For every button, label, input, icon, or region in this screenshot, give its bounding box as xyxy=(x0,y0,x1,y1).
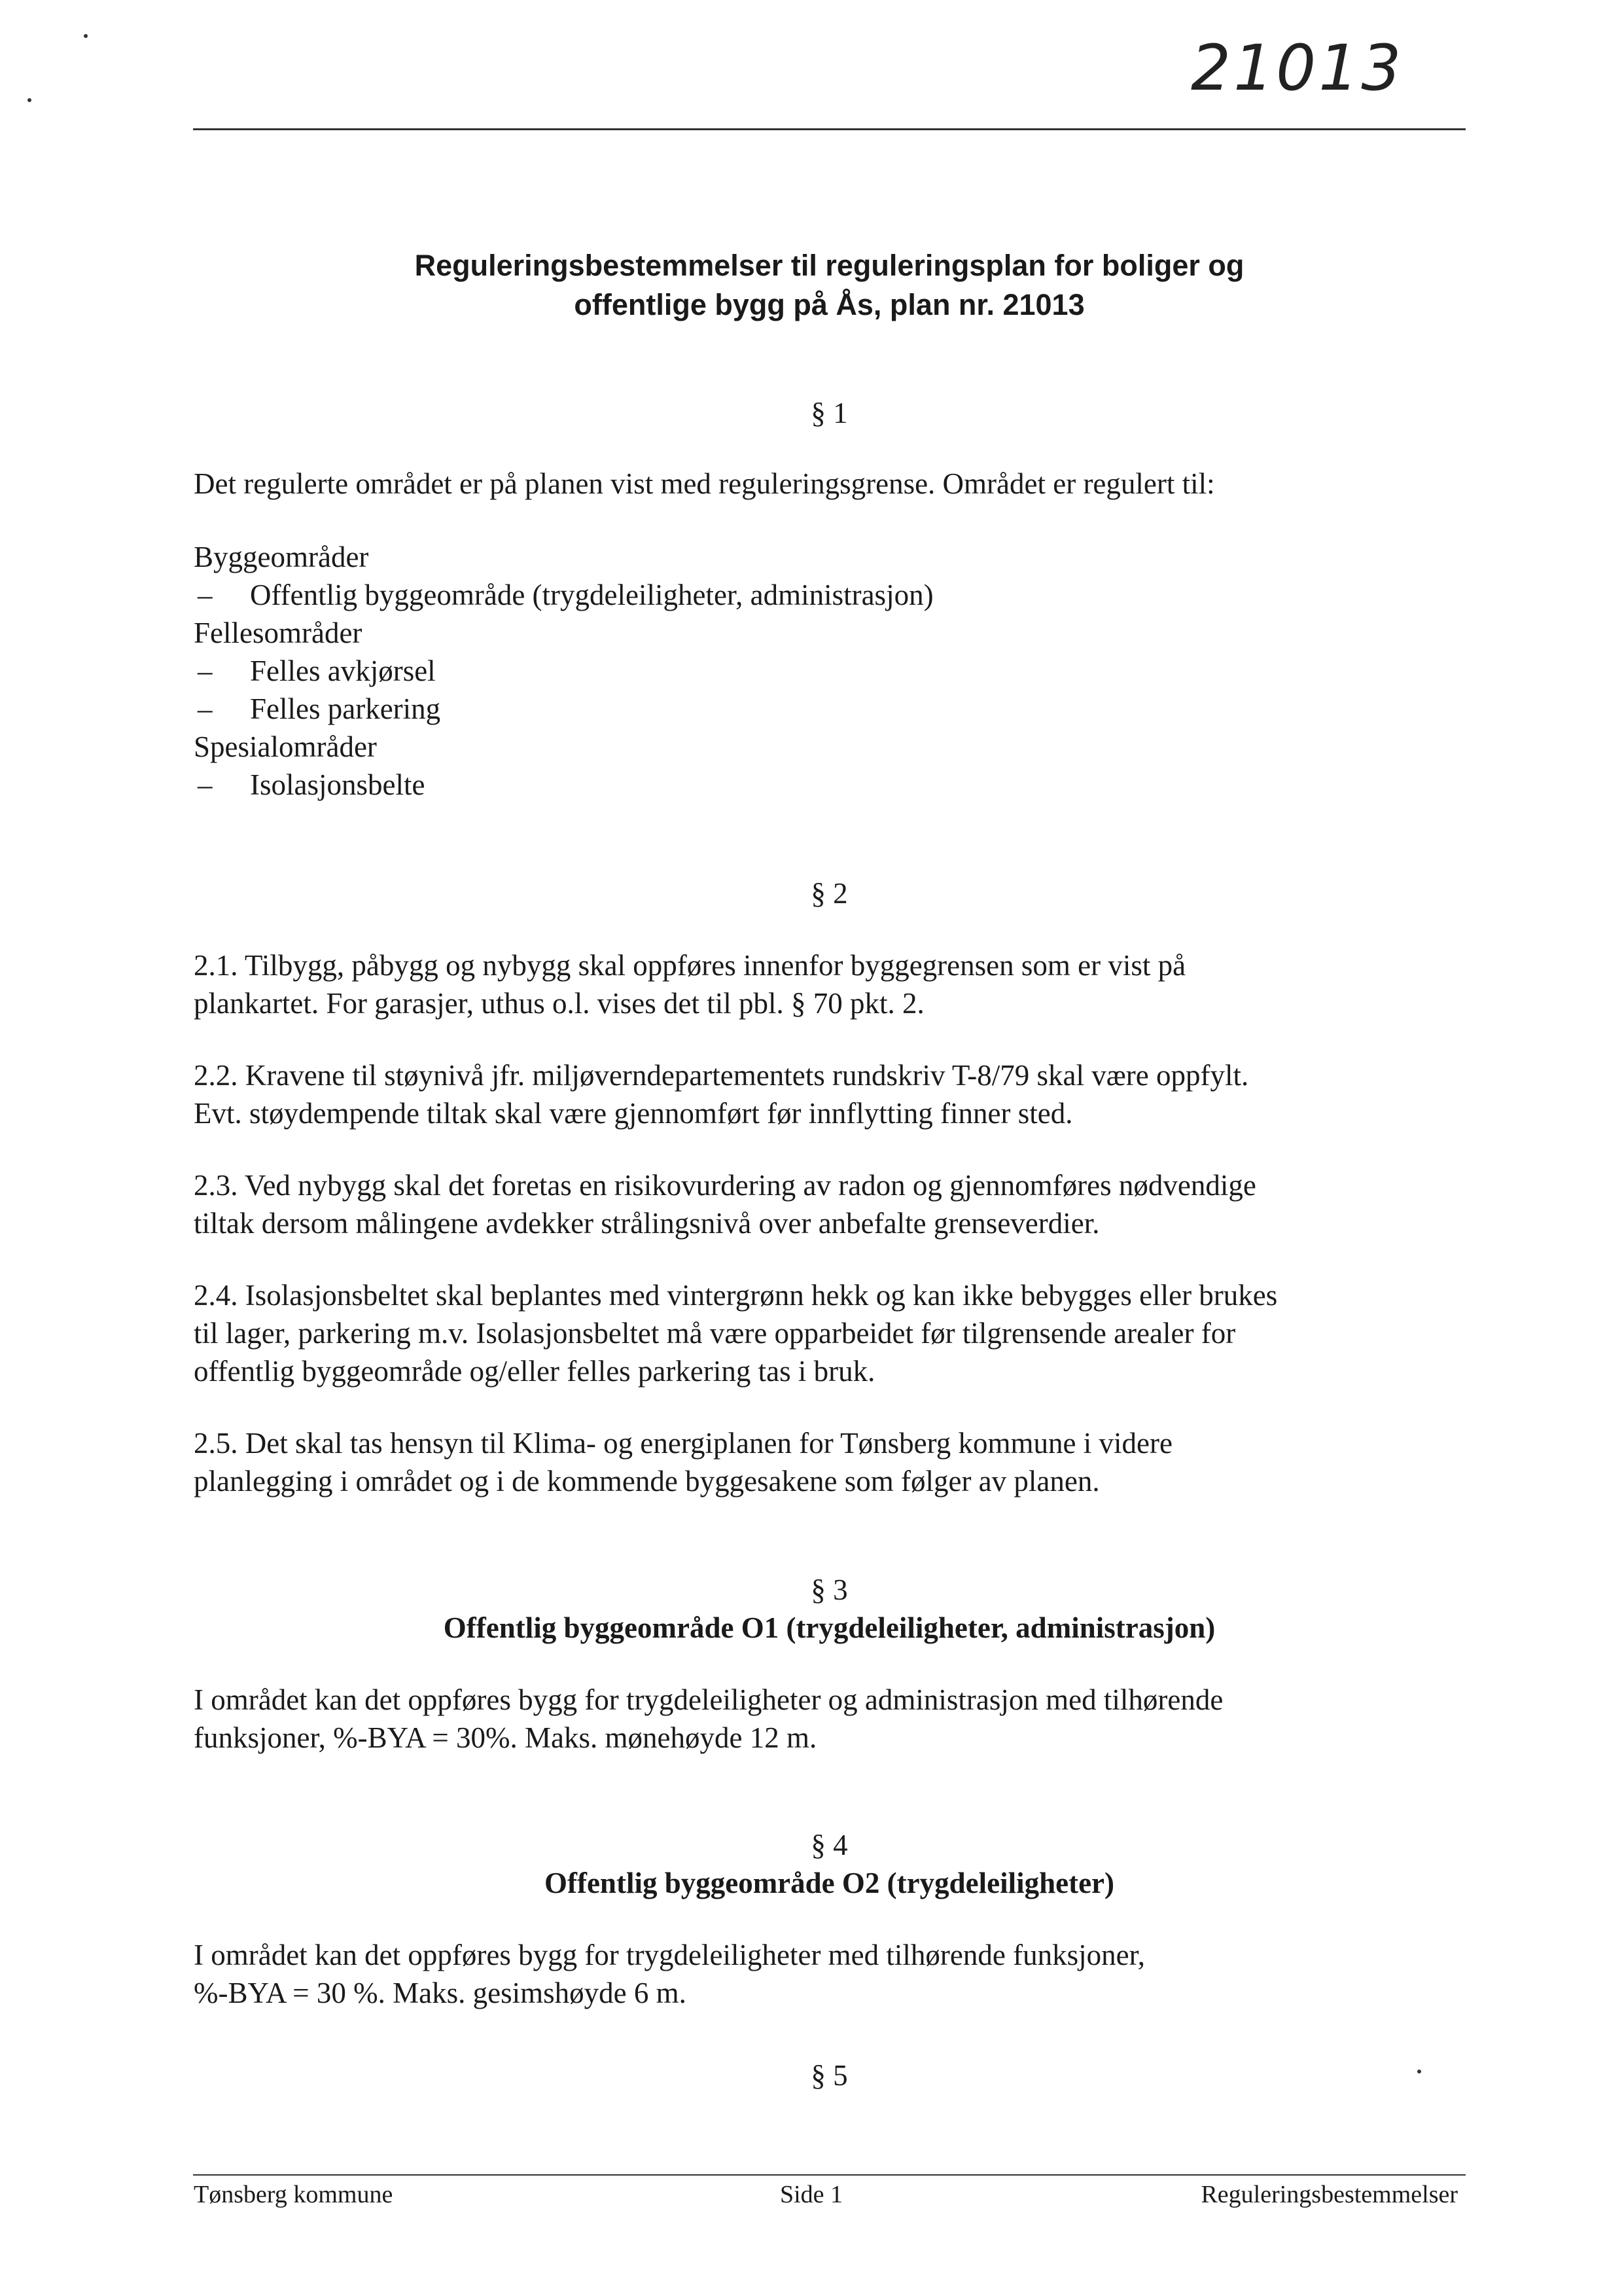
title-line-1: Reguleringsbestemmelser til reguleringsplan for boliger og xyxy=(414,249,1244,282)
header-rule xyxy=(193,128,1466,130)
paragraph-2-3: 2.3. Ved nybygg skal det foretas en risikovurdering av radon og gjennomføres nødvendige tiltak dersom målingene avdekker strålingsnivå over anbefalte grenseverdier. xyxy=(194,1169,1256,1240)
zoning-list-block xyxy=(194,538,934,804)
paragraph-3: I området kan det oppføres bygg for trygdeleiligheter og administrasjon med tilhørende funksjoner, %-BYA = 30%. Maks. mønehøyde 12 m. xyxy=(194,1683,1224,1754)
list-item-isolasjonsbelte: – Isolasjonsbelte xyxy=(198,768,425,801)
section-3-subheading: Offentlig byggeområde O1 (trygdeleiligheter, administrasjon) xyxy=(443,1611,1216,1644)
handwritten-plan-number: 21013 xyxy=(1191,31,1404,105)
list-item-byggeomrader: Byggeområder xyxy=(194,541,369,573)
list-item-felles-parkering: – Felles parkering xyxy=(198,692,441,725)
section-1-intro: Det regulerte området er på planen vist med reguleringsgrense. Området er regulert til: xyxy=(194,467,1215,500)
footer-right: Reguleringsbestemmelser xyxy=(1201,2181,1458,2208)
list-item-fellesomrader: Fellesområder xyxy=(194,617,362,649)
footer-page-number: Side 1 xyxy=(779,2181,843,2208)
list-item-felles-avkjorsel: – Felles avkjørsel xyxy=(198,655,436,687)
section-2-heading: § 2 xyxy=(811,877,848,910)
list-item-spesialomrader: Spesialområder xyxy=(194,730,377,763)
section-4-subheading: Offentlig byggeområde O2 (trygdeleiligheter) xyxy=(544,1867,1115,1899)
paragraph-2-4: 2.4. Isolasjonsbeltet skal beplantes med vintergrønn hekk og kan ikke bebygges eller brukes til lager, parkering m.v. Isolasjonsbeltet må være opparbeidet før tilgrensende arealer for offentlig byggeområde og/eller felles parkering tas i bruk. xyxy=(194,1279,1278,1388)
title-line-2: offentlige bygg på Ås, plan nr. 21013 xyxy=(574,288,1085,321)
section-1-heading: § 1 xyxy=(811,397,848,429)
scan-speck xyxy=(27,98,31,102)
document-title xyxy=(193,246,1466,325)
scan-speck xyxy=(84,34,88,38)
footer-left: Tønsberg kommune xyxy=(194,2181,393,2208)
paragraph-2-5: 2.5. Det skal tas hensyn til Klima- og energiplanen for Tønsberg kommune i videre planlegging i området og i de kommende byggesakene som følger av planen. xyxy=(194,1427,1173,1498)
section-3-heading: § 3 xyxy=(811,1573,848,1606)
paragraph-2-1: 2.1. Tilbygg, påbygg og nybygg skal oppføres innenfor byggegrensen som er vist på plankartet. For garasjer, uthus o.l. vises det til pbl. § 70 pkt. 2. xyxy=(194,949,1186,1020)
section-5-heading: § 5 xyxy=(811,2059,848,2092)
paragraph-2-2: 2.2. Kravene til støynivå jfr. miljøverndepartementets rundskriv T-8/79 skal være oppfylt. Evt. støydempende tiltak skal være gjennomført før innflytting finner sted. xyxy=(194,1059,1249,1130)
paragraph-4: I området kan det oppføres bygg for trygdeleiligheter med tilhørende funksjoner, %-BYA = 30 %. Maks. gesimshøyde 6 m. xyxy=(194,1939,1145,2009)
list-item-offentlig: – Offentlig byggeområde (trygdeleiligheter, administrasjon) xyxy=(198,579,934,611)
footer-rule xyxy=(193,2174,1466,2176)
section-4-heading: § 4 xyxy=(811,1829,848,1861)
